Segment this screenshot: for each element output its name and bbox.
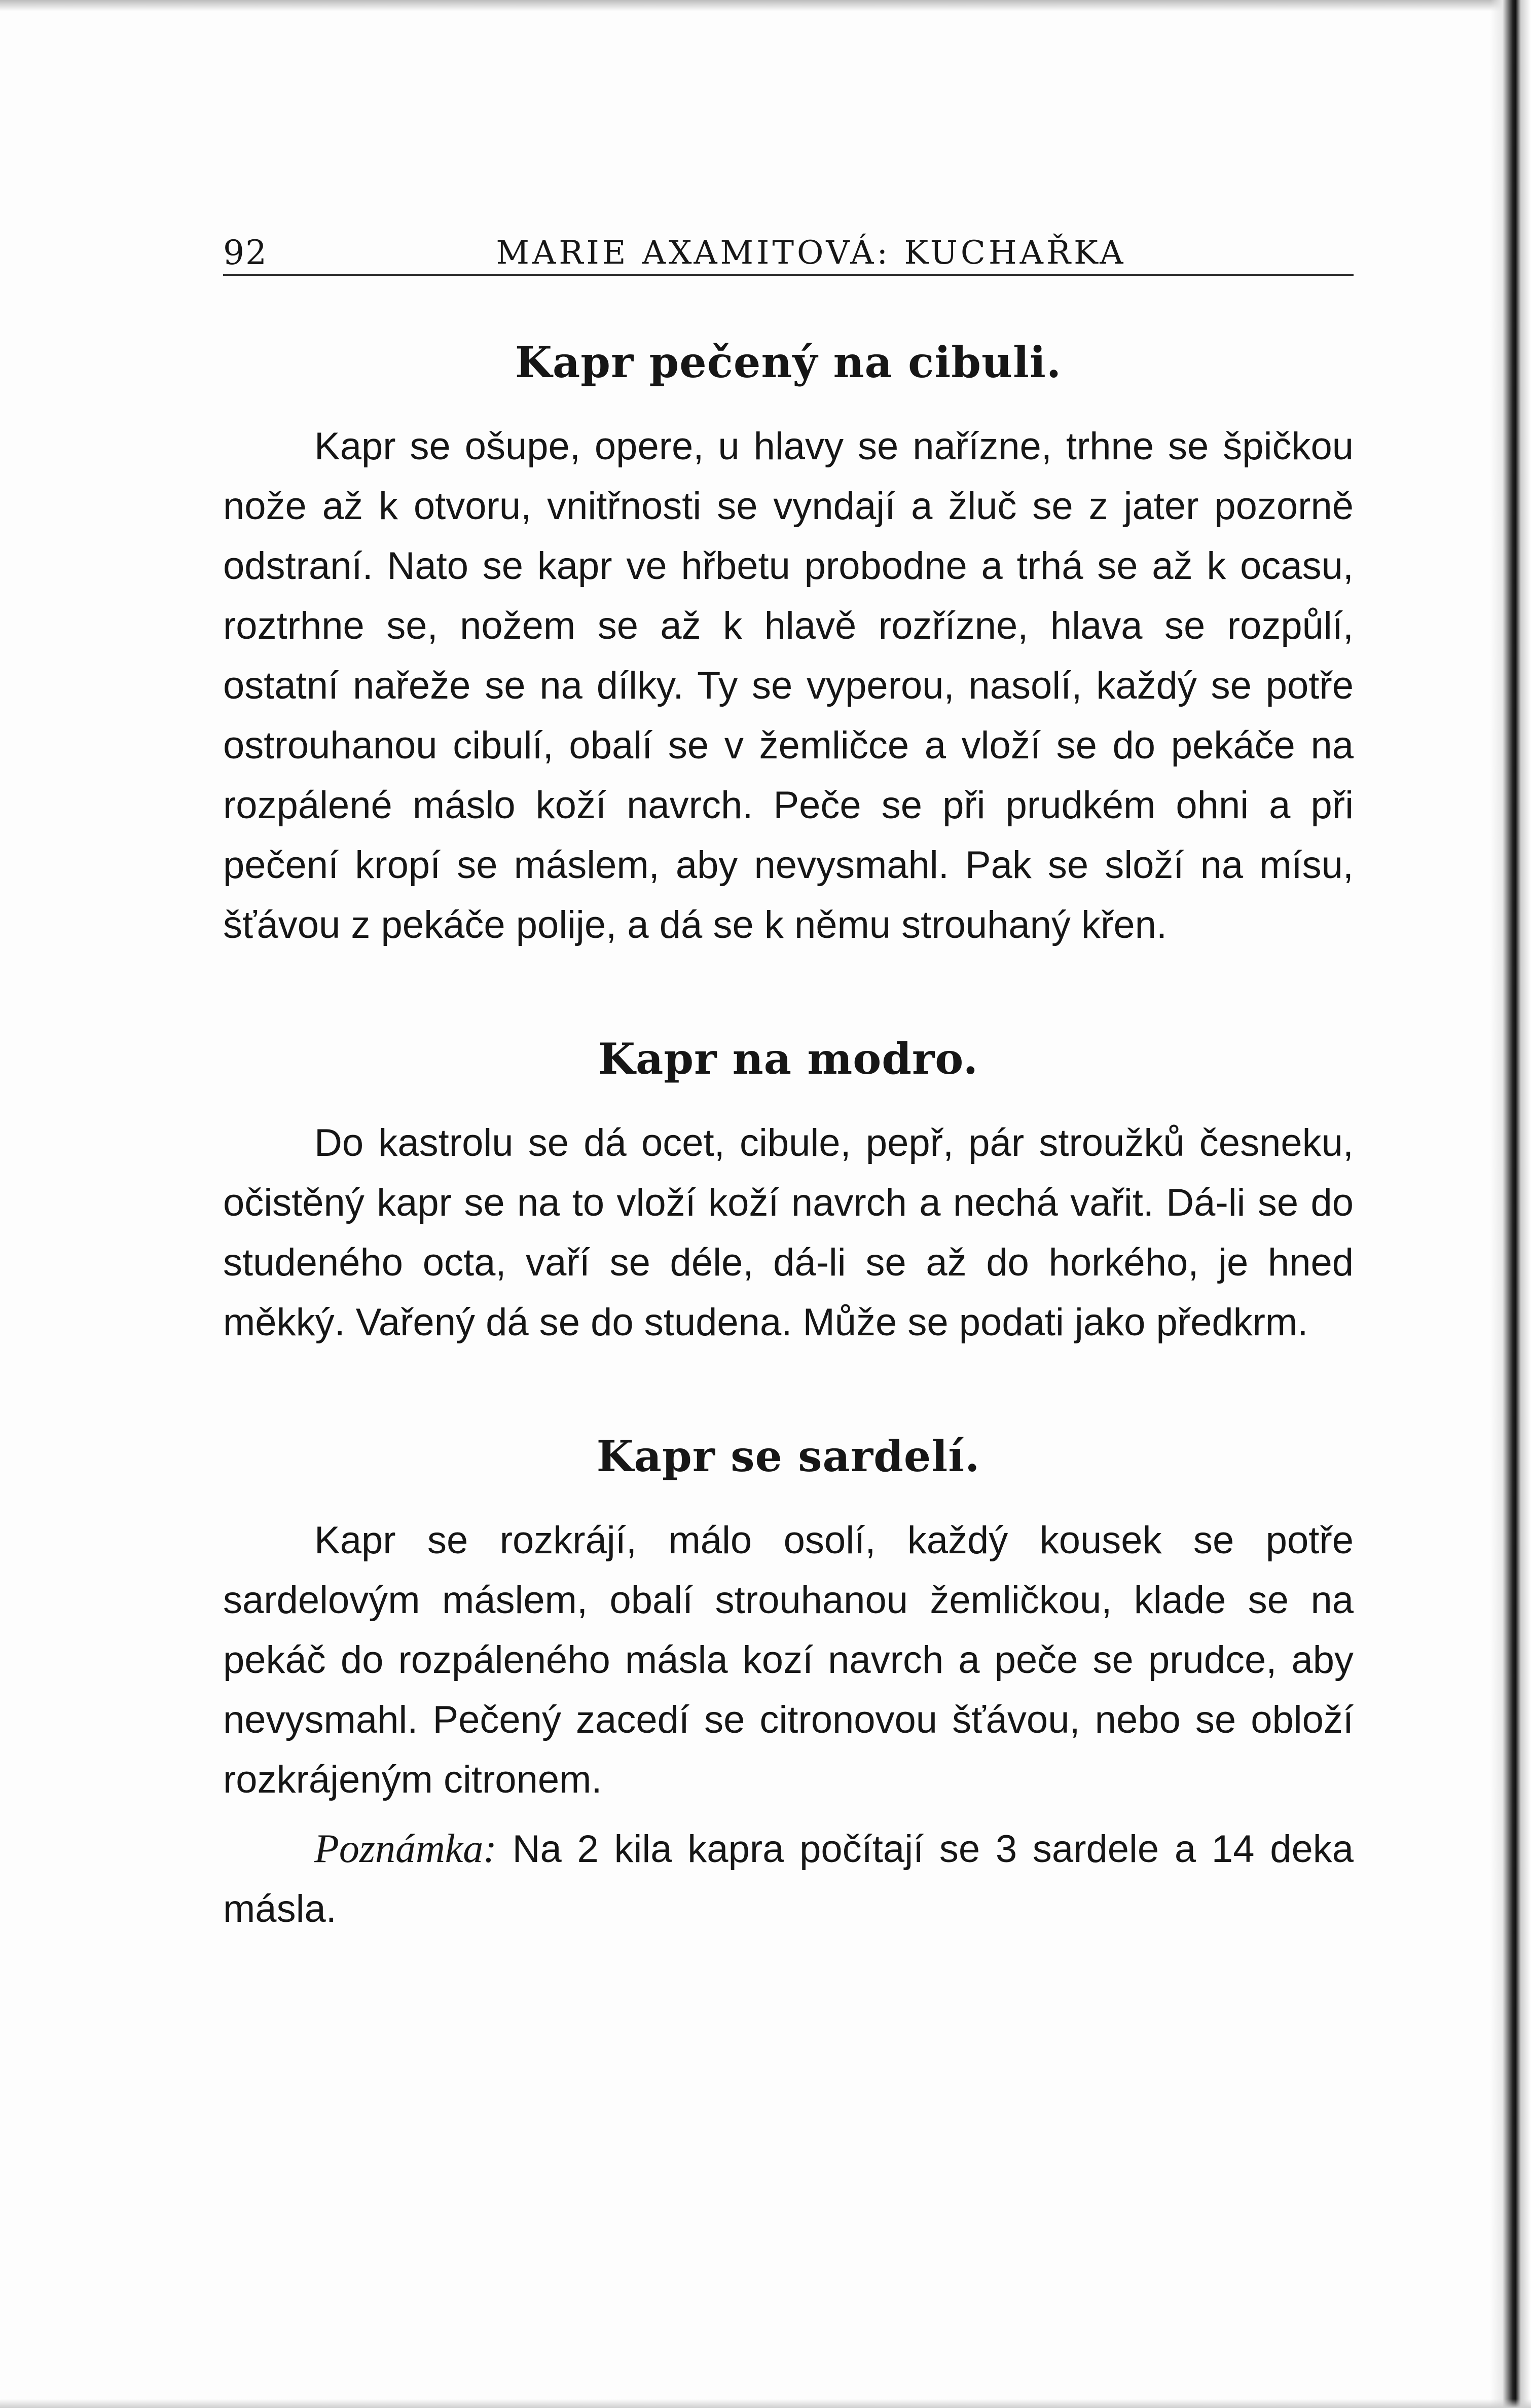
recipe-text: Kapr se ošupe, opere, u hlavy se nařízne, trhne se špičkou nože až k otvoru, vnitřnosti se vyndají a žluč se z jater pozorně odstraní. Nato se kapr ve hřbetu probodne a trhá se až k ocasu, roztrhne se, nožem se až k hlavě rozřízne, hlava se rozpůlí, ostatní nařeže se na dílky. Ty se vyperou, nasolí, každý se potře ostrouhanou cibulí, obalí se v žemličce a vloží se do pekáče na rozpálené máslo koží navrch. Peče se při prudkém ohni a při pečení kropí se máslem, aby nevysmahl. Pak se složí na mísu, šťávou z pekáče polije, a dá se k němu strouhaný křen. (223, 425, 1354, 946)
recipe-note (223, 1819, 1354, 1939)
section-gap (223, 1353, 1354, 1429)
recipe-text: Kapr se rozkrájí, málo osolí, každý kousek se potře sardelovým máslem, obalí strouhanou žemličkou, klade se na pekáč do rozpáleného másla kozí navrch a peče se prudce, aby nevysmahl. Pečený zacedí se citronovou šťávou, nebo se obloží rozkrájeným citronem. (223, 1519, 1354, 1801)
running-title: MARIE AXAMITOVÁ: KUCHAŘKA (496, 234, 1126, 272)
section-gap (223, 955, 1354, 1031)
page-number: 92 (223, 233, 268, 272)
recipe-kapr-se-sardeli (223, 1429, 1354, 1939)
recipe-text: Do kastrolu se dá ocet, cibule, pepř, pár stroužků česneku, očistěný kapr se na to vloží koží navrch a nechá vařit. Dá-li se do studeného octa, vaří se déle, dá-li se až do horkého, je hned měkký. Vařený dá se do studena. Může se podati jako předkrm. (223, 1121, 1354, 1344)
recipe-kapr-peceny-na-cibuli (223, 335, 1354, 955)
note-text: Na 2 kila kapra počítají se 3 sardele a 14 deka másla. (223, 1828, 1354, 1930)
scan-edge-bottom (0, 2399, 1531, 2408)
page-header (223, 223, 1354, 276)
scan-edge-right (1490, 0, 1531, 2408)
recipe-title: Kapr pečený na cibuli. (515, 337, 1062, 387)
note-label: Poznámka: (314, 1827, 497, 1871)
recipe-title: Kapr na modro. (598, 1034, 979, 1084)
page-content (223, 335, 1354, 1939)
recipe-kapr-na-modro (223, 1031, 1354, 1353)
recipe-title: Kapr se sardelí. (596, 1431, 980, 1481)
scan-edge-top (0, 0, 1531, 11)
